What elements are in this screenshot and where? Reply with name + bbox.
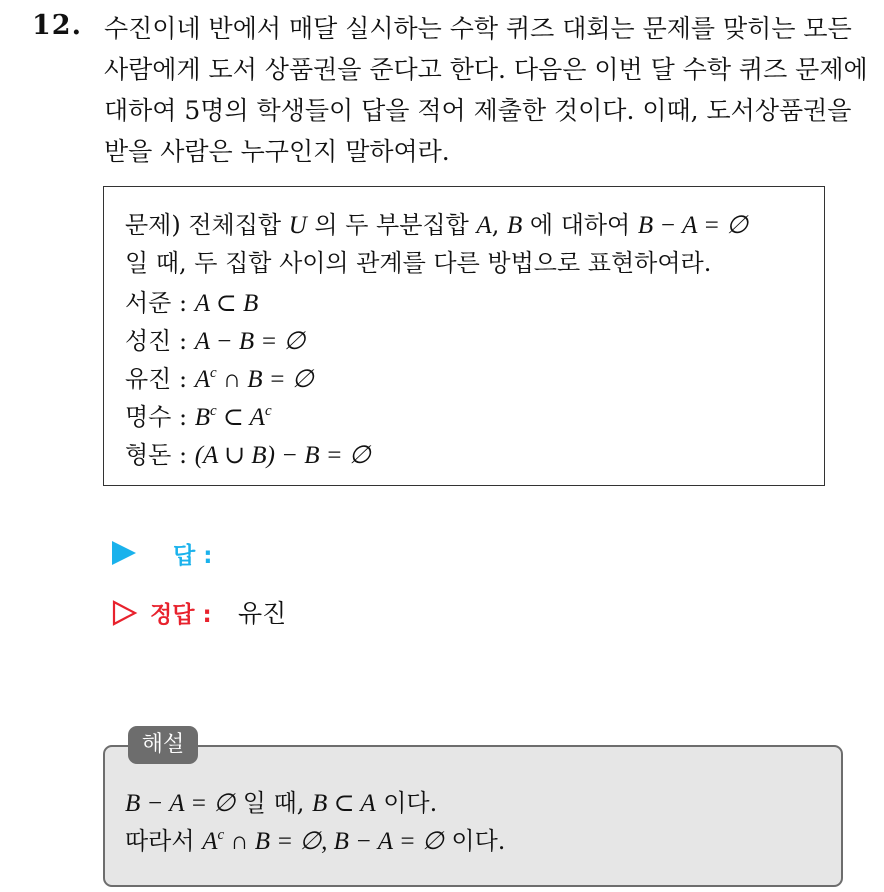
complement-superscript: c bbox=[210, 403, 217, 419]
solution-line1-mid: 일 때, bbox=[235, 789, 313, 817]
solution-tab: 해설 bbox=[128, 726, 198, 764]
student-separator: : bbox=[171, 403, 195, 431]
student-expression-base: A bbox=[194, 366, 210, 393]
solution-line2-prefix: 따라서 bbox=[125, 827, 203, 855]
student-name: 유진 bbox=[125, 365, 172, 393]
student-answer-row bbox=[125, 321, 305, 356]
question-text bbox=[104, 8, 874, 172]
problem-condition-expr: B − A = ∅ bbox=[637, 212, 749, 239]
solution-line-2 bbox=[125, 821, 505, 856]
student-name: 서준 bbox=[125, 289, 172, 317]
question-line-3: 대하여 5명의 학생들이 답을 적어 제출한 것이다. 이때, 도서상품권을 bbox=[104, 96, 852, 125]
student-name: 성진 bbox=[125, 327, 172, 355]
complement-superscript: c bbox=[264, 403, 272, 419]
student-separator: : bbox=[171, 289, 195, 317]
question-line-2: 사람에게 도서 상품권을 준다고 한다. 다음은 이번 달 수학 퀴즈 문제에 bbox=[104, 55, 868, 84]
problem-line-1 bbox=[125, 205, 748, 240]
solution-line-1 bbox=[125, 783, 437, 818]
problem-line1-mid1: 의 두 부분집합 bbox=[306, 211, 477, 239]
problem-box bbox=[103, 186, 825, 486]
student-separator: : bbox=[171, 327, 195, 355]
problem-line1-mid2: 에 대하여 bbox=[522, 211, 638, 239]
student-expression: (A ∪ B) − B = ∅ bbox=[194, 442, 371, 469]
universal-set-symbol: U bbox=[288, 212, 307, 239]
student-separator: : bbox=[171, 365, 195, 393]
answer-label: 답 : bbox=[173, 543, 213, 569]
correct-answer-label: 정답 : bbox=[150, 602, 212, 628]
student-expression-rest: ∩ B = ∅ bbox=[216, 366, 314, 393]
student-name: 명수 bbox=[125, 403, 172, 431]
problem-line1-comma: , bbox=[491, 211, 507, 239]
question-line-4: 받을 사람은 누구인지 말하여라. bbox=[104, 137, 450, 166]
question-line-1: 수진이네 반에서 매달 실시하는 수학 퀴즈 대회는 문제를 맞히는 모든 bbox=[104, 14, 852, 43]
question-number: 12. bbox=[32, 10, 82, 41]
outline-triangle-icon bbox=[112, 600, 138, 626]
problem-line-2: 일 때, 두 집합 사이의 관계를 다른 방법으로 표현하여라. bbox=[125, 249, 712, 277]
student-expression-base: B bbox=[194, 404, 210, 431]
student-expression: A ⊂ B bbox=[194, 290, 259, 317]
solution-expr-base: A bbox=[202, 828, 218, 855]
play-triangle-icon bbox=[112, 541, 136, 565]
complement-superscript: c bbox=[210, 365, 217, 381]
set-b-symbol: B bbox=[506, 212, 523, 239]
solution-subset-expr: B ⊂ A bbox=[312, 790, 376, 817]
student-name: 형돈 bbox=[125, 441, 172, 469]
student-expression-rest: ⊂ A bbox=[216, 404, 265, 431]
set-a-symbol: A bbox=[476, 212, 492, 239]
solution-line1-end: 이다. bbox=[375, 789, 438, 817]
student-answer-row bbox=[125, 435, 371, 470]
student-separator: : bbox=[171, 441, 195, 469]
problem-line1-prefix: 문제) 전체집합 bbox=[125, 211, 289, 239]
solution-line2-end: 이다. bbox=[443, 827, 506, 855]
solution-expr-rest: ∩ B = ∅, B − A = ∅ bbox=[224, 828, 444, 855]
complement-superscript: c bbox=[217, 827, 225, 843]
solution-condition-expr: B − A = ∅ bbox=[125, 790, 236, 817]
student-expression: A − B = ∅ bbox=[194, 328, 306, 355]
student-answer-row bbox=[125, 397, 272, 432]
student-answer-row bbox=[125, 359, 314, 394]
correct-answer-value: 유진 bbox=[238, 599, 287, 628]
student-answer-row bbox=[125, 283, 258, 318]
